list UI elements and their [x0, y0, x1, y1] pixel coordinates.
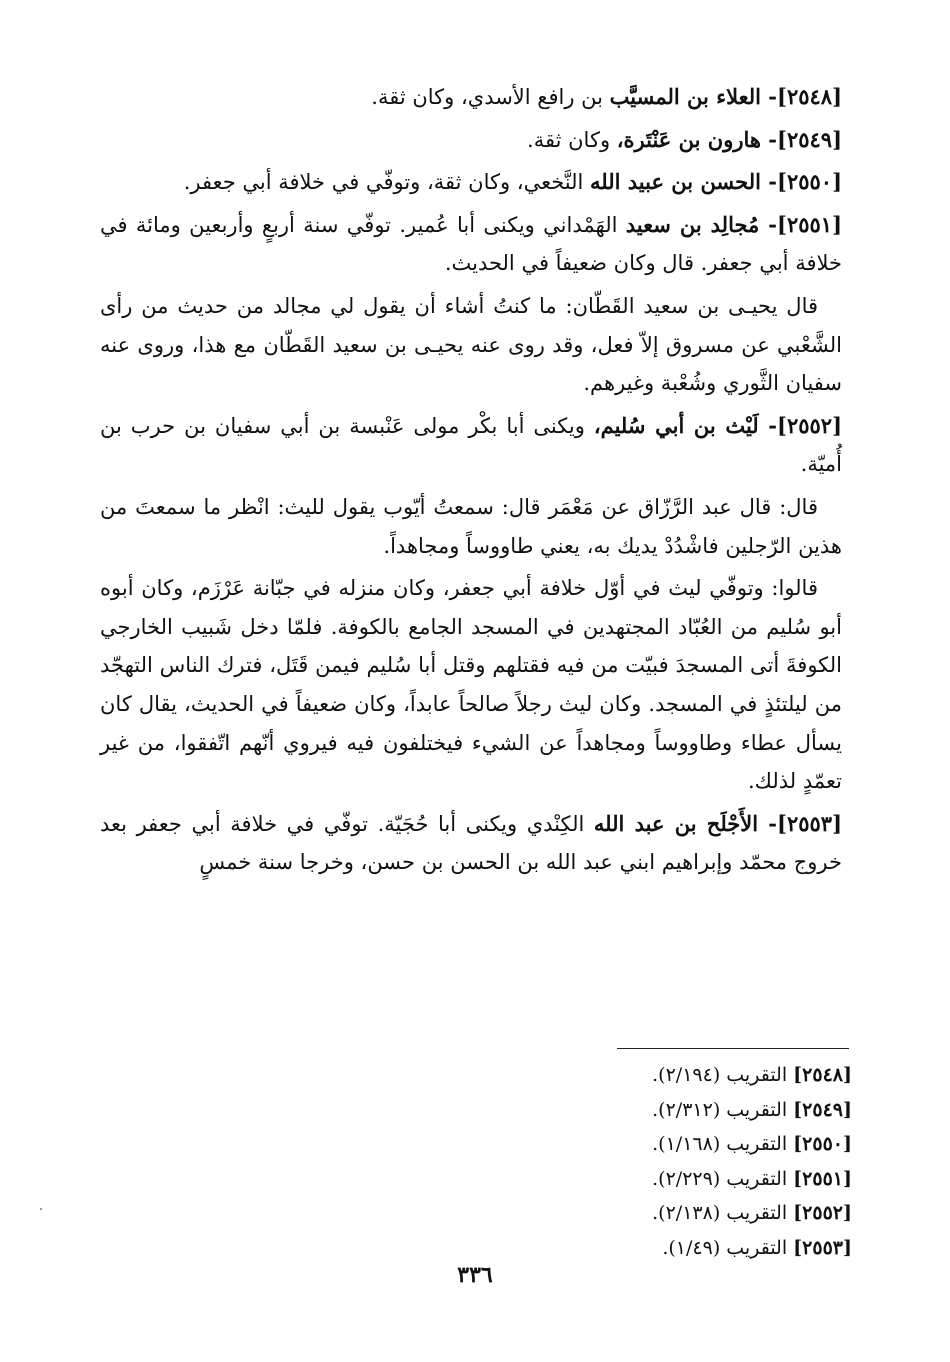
footnote-text: التقريب (٢/١٣٨).: [652, 1202, 794, 1224]
entry-2551: [100, 206, 842, 283]
footnote-text: التقريب (١/١٦٨).: [652, 1133, 794, 1155]
narrator-name: - العلاء بن المسيَّب: [609, 84, 777, 109]
entry-2553: [100, 805, 842, 882]
narrator-name: - الأَجْلَح بن عبد الله: [593, 810, 777, 836]
footnote-2548: [472, 1058, 852, 1093]
entry-text: الكِنْدي ويكنى أبا حُجَيّة. توفّي في خلافة أبي جعفر بعد خروج محمّد وإبراهيم ابني عبد الله بن الحسن بن حسن، وخرجا سنة خمسٍ: [100, 811, 842, 875]
entry-2550: [100, 163, 842, 202]
footnote-number: [٢٥٤٨]: [793, 1064, 852, 1086]
narrator-name: - لَيْث بن أبي سُليم،: [593, 412, 778, 438]
entry-number: [٢٥٥١]: [777, 211, 842, 237]
footnote-number: [٢٥٥٣]: [793, 1236, 852, 1259]
entry-text: بن رافع الأسدي، وكان ثقة.: [371, 85, 610, 109]
footnote-number: [٢٥٥٠]: [793, 1133, 852, 1155]
paragraph-2552-death: قالوا: وتوفّي ليث في أوّل خلافة أبي جعفر، وكان منزله في جبّانة عَرْزَم، وكان أبوه أبو سُليم من العُبّاد المجتهدين في المسجد الجامع بالكوفة. فلمّا دخل شَبيب الخارجي الكوفةَ أتى المسجدَ فبيّت من فيه فقتلهم وقتل أبا سُليم فيمن قَتَل، فترك الناس التهجّد من ليلتئذٍ في المسجد. وكان ليث رجلاً صالحاً عابداً، وكان ضعيفاً في الحديث، يقال كان يسأل عطاء وطاووساً ومجاهداً عن الشيء فيختلفون فيه فيروي أنّهم اتّفقوا، من غير تعمّدٍ لذلك.: [100, 576, 842, 794]
footnote-number: [٢٥٤٩]: [793, 1098, 852, 1121]
paragraph-2551-quote: قال يحيـى بن سعيد القَطّان: ما كنتُ أشاء أن يقول لي مجالد من حديث من رأى الشَّعْبي عن مسروق إلاّ فعل، وقد روى عنه يحيـى بن سعيد القَطّان مع هذا، وروى عنه سفيان الثَّوري وشُعْبة وغيرهم.: [100, 293, 842, 396]
footnote-2553: [472, 1231, 852, 1266]
scan-speck: [40, 1208, 42, 1210]
entry-number: [٢٥٥٣]: [777, 810, 842, 836]
entry-number: [٢٥٥٠]: [777, 169, 842, 195]
paragraph-2552-quote: قال: قال عبد الرَّزّاق عن مَعْمَر قال: سمعتُ أيّوب يقول لليث: انْظر ما سمعتَ من هذين الرّجلين فاشْدُدْ يديك به، يعني طاووساً ومجاهداً.: [100, 494, 842, 558]
narrator-name: - هارون بن عَنْتَرة،: [616, 126, 777, 152]
entry-number: [٢٥٥٢]: [777, 412, 843, 438]
footnote-2550: [472, 1127, 852, 1162]
footnotes: [472, 1058, 852, 1265]
footnote-number: [٢٥٥١]: [793, 1167, 852, 1190]
main-text: [100, 78, 842, 886]
footnote-text: التقريب (٢/٣١٢).: [652, 1098, 794, 1121]
entry-number: [٢٥٤٨]: [777, 84, 842, 109]
footnote-separator: [617, 1048, 849, 1049]
entry-text: ويكنى أبا بكْر مولى عَنْبسة بن أبي سفيان بن حرب بن أُميّة.: [100, 413, 842, 477]
entry-2552: [100, 407, 842, 484]
entry-text: وكان ثقة.: [527, 127, 617, 152]
entry-text: الهَمْداني ويكنى أبا عُمير. توفّي سنة أربعٍ وأربعين ومائة في خلافة أبي جعفر. قال وكان ضعيفاً في الحديث.: [100, 212, 842, 276]
page-number: ٣٣٦: [457, 1262, 493, 1288]
footnote-2552: [472, 1196, 852, 1231]
footnote-number: [٢٥٥٢]: [793, 1202, 852, 1224]
footnote-text: التقريب (٢/٢٢٩).: [652, 1167, 794, 1190]
footnote-text: التقريب (١/٤٩).: [662, 1236, 794, 1259]
entry-2548: [100, 78, 842, 117]
entry-number: [٢٥٤٩]: [777, 126, 842, 152]
footnote-2551: [472, 1162, 852, 1197]
footnote-2549: [472, 1093, 852, 1128]
entry-2549: [100, 121, 842, 160]
footnote-text: التقريب (٢/١٩٤).: [652, 1064, 794, 1086]
narrator-name: - مُجالِد بن سعيد: [625, 211, 777, 237]
entry-text: النَّخعي، وكان ثقة، وتوفّي في خلافة أبي جعفر.: [183, 170, 591, 195]
narrator-name: - الحسن بن عبيد الله: [590, 169, 777, 195]
